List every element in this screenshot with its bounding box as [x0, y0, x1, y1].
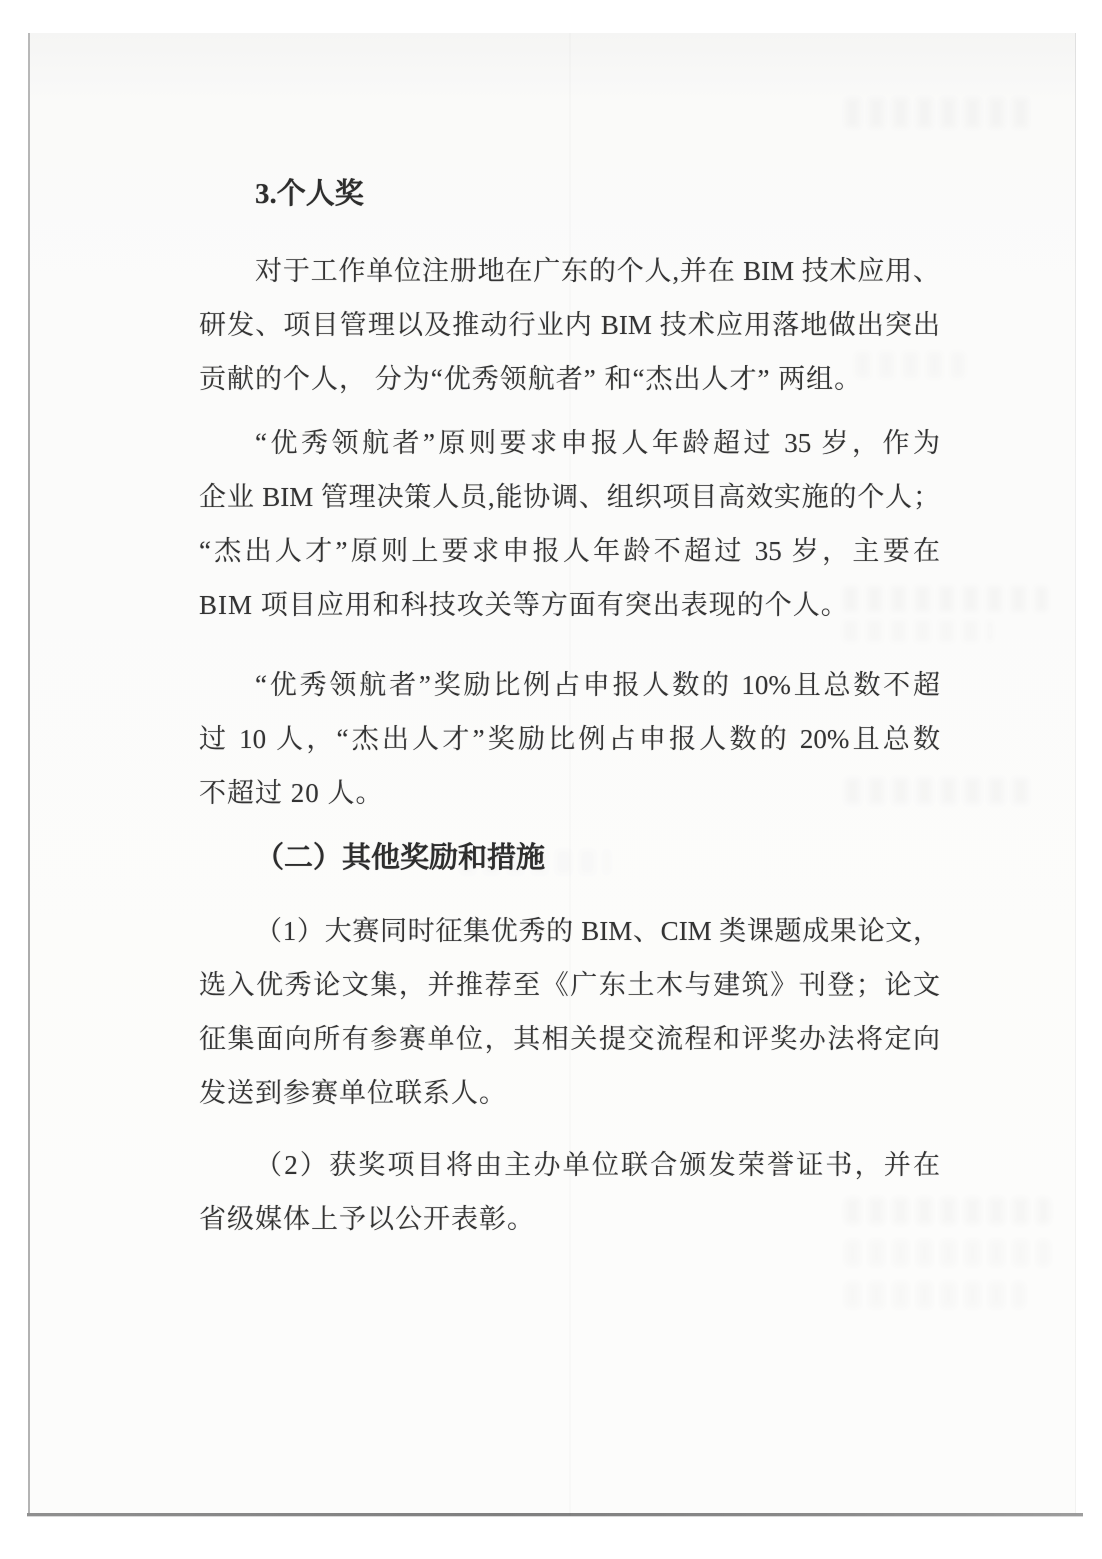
text-line: “杰出人才”原则上要求申报人年龄不超过 35 岁，主要在 — [199, 536, 940, 566]
paragraph-honor-certificate — [199, 1138, 940, 1246]
section-heading-other-rewards: （二）其他奖励和措施 — [255, 842, 546, 874]
scan-ghosting-mark — [845, 98, 1035, 128]
document-page — [28, 33, 1076, 1516]
page-edge-left — [28, 33, 30, 1516]
text-line: “优秀领航者”原则要求申报人年龄超过 35 岁，作为 — [255, 428, 940, 458]
text-line: “优秀领航者”奖励比例占申报人数的 10%且总数不超 — [255, 670, 940, 700]
paragraph-group-requirements — [199, 416, 940, 632]
text-line: 征集面向所有参赛单位，其相关提交流程和评奖办法将定向 — [199, 1024, 940, 1054]
text-line: 省级媒体上予以公开表彰。 — [199, 1204, 535, 1234]
scan-ghosting-mark — [845, 1282, 1025, 1308]
text-line: （1）大赛同时征集优秀的 BIM、CIM 类课题成果论文， — [255, 916, 940, 946]
paragraph-award-quota — [199, 658, 940, 820]
text-line: 不超过 20 人。 — [199, 778, 384, 808]
section-heading-personal-award: 3.个人奖 — [255, 178, 364, 210]
text-line: 发送到参赛单位联系人。 — [199, 1078, 507, 1108]
page-edge-right — [1075, 33, 1076, 1516]
text-line: 过 10 人，“杰出人才”奖励比例占申报人数的 20%且总数 — [199, 724, 940, 754]
text-line: 贡献的个人， 分为“优秀领航者” 和“杰出人才” 两组。 — [199, 364, 863, 394]
text-line: （2）获奖项目将由主办单位联合颁发荣誉证书，并在 — [255, 1150, 940, 1180]
paragraph-personal-award-intro — [199, 244, 940, 406]
text-line: 企业 BIM 管理决策人员,能协调、组织项目高效实施的个人； — [199, 482, 940, 512]
text-line: 研发、项目管理以及推动行业内 BIM 技术应用落地做出突出 — [199, 310, 940, 340]
text-line: 对于工作单位注册地在广东的个人,并在 BIM 技术应用、 — [255, 256, 940, 286]
paragraph-paper-collection — [199, 904, 940, 1120]
text-line: 选入优秀论文集，并推荐至《广东土木与建筑》刊登；论文 — [199, 970, 940, 1000]
page-edge-bottom — [27, 1513, 1083, 1516]
text-line: BIM 项目应用和科技攻关等方面有突出表现的个人。 — [199, 590, 849, 620]
